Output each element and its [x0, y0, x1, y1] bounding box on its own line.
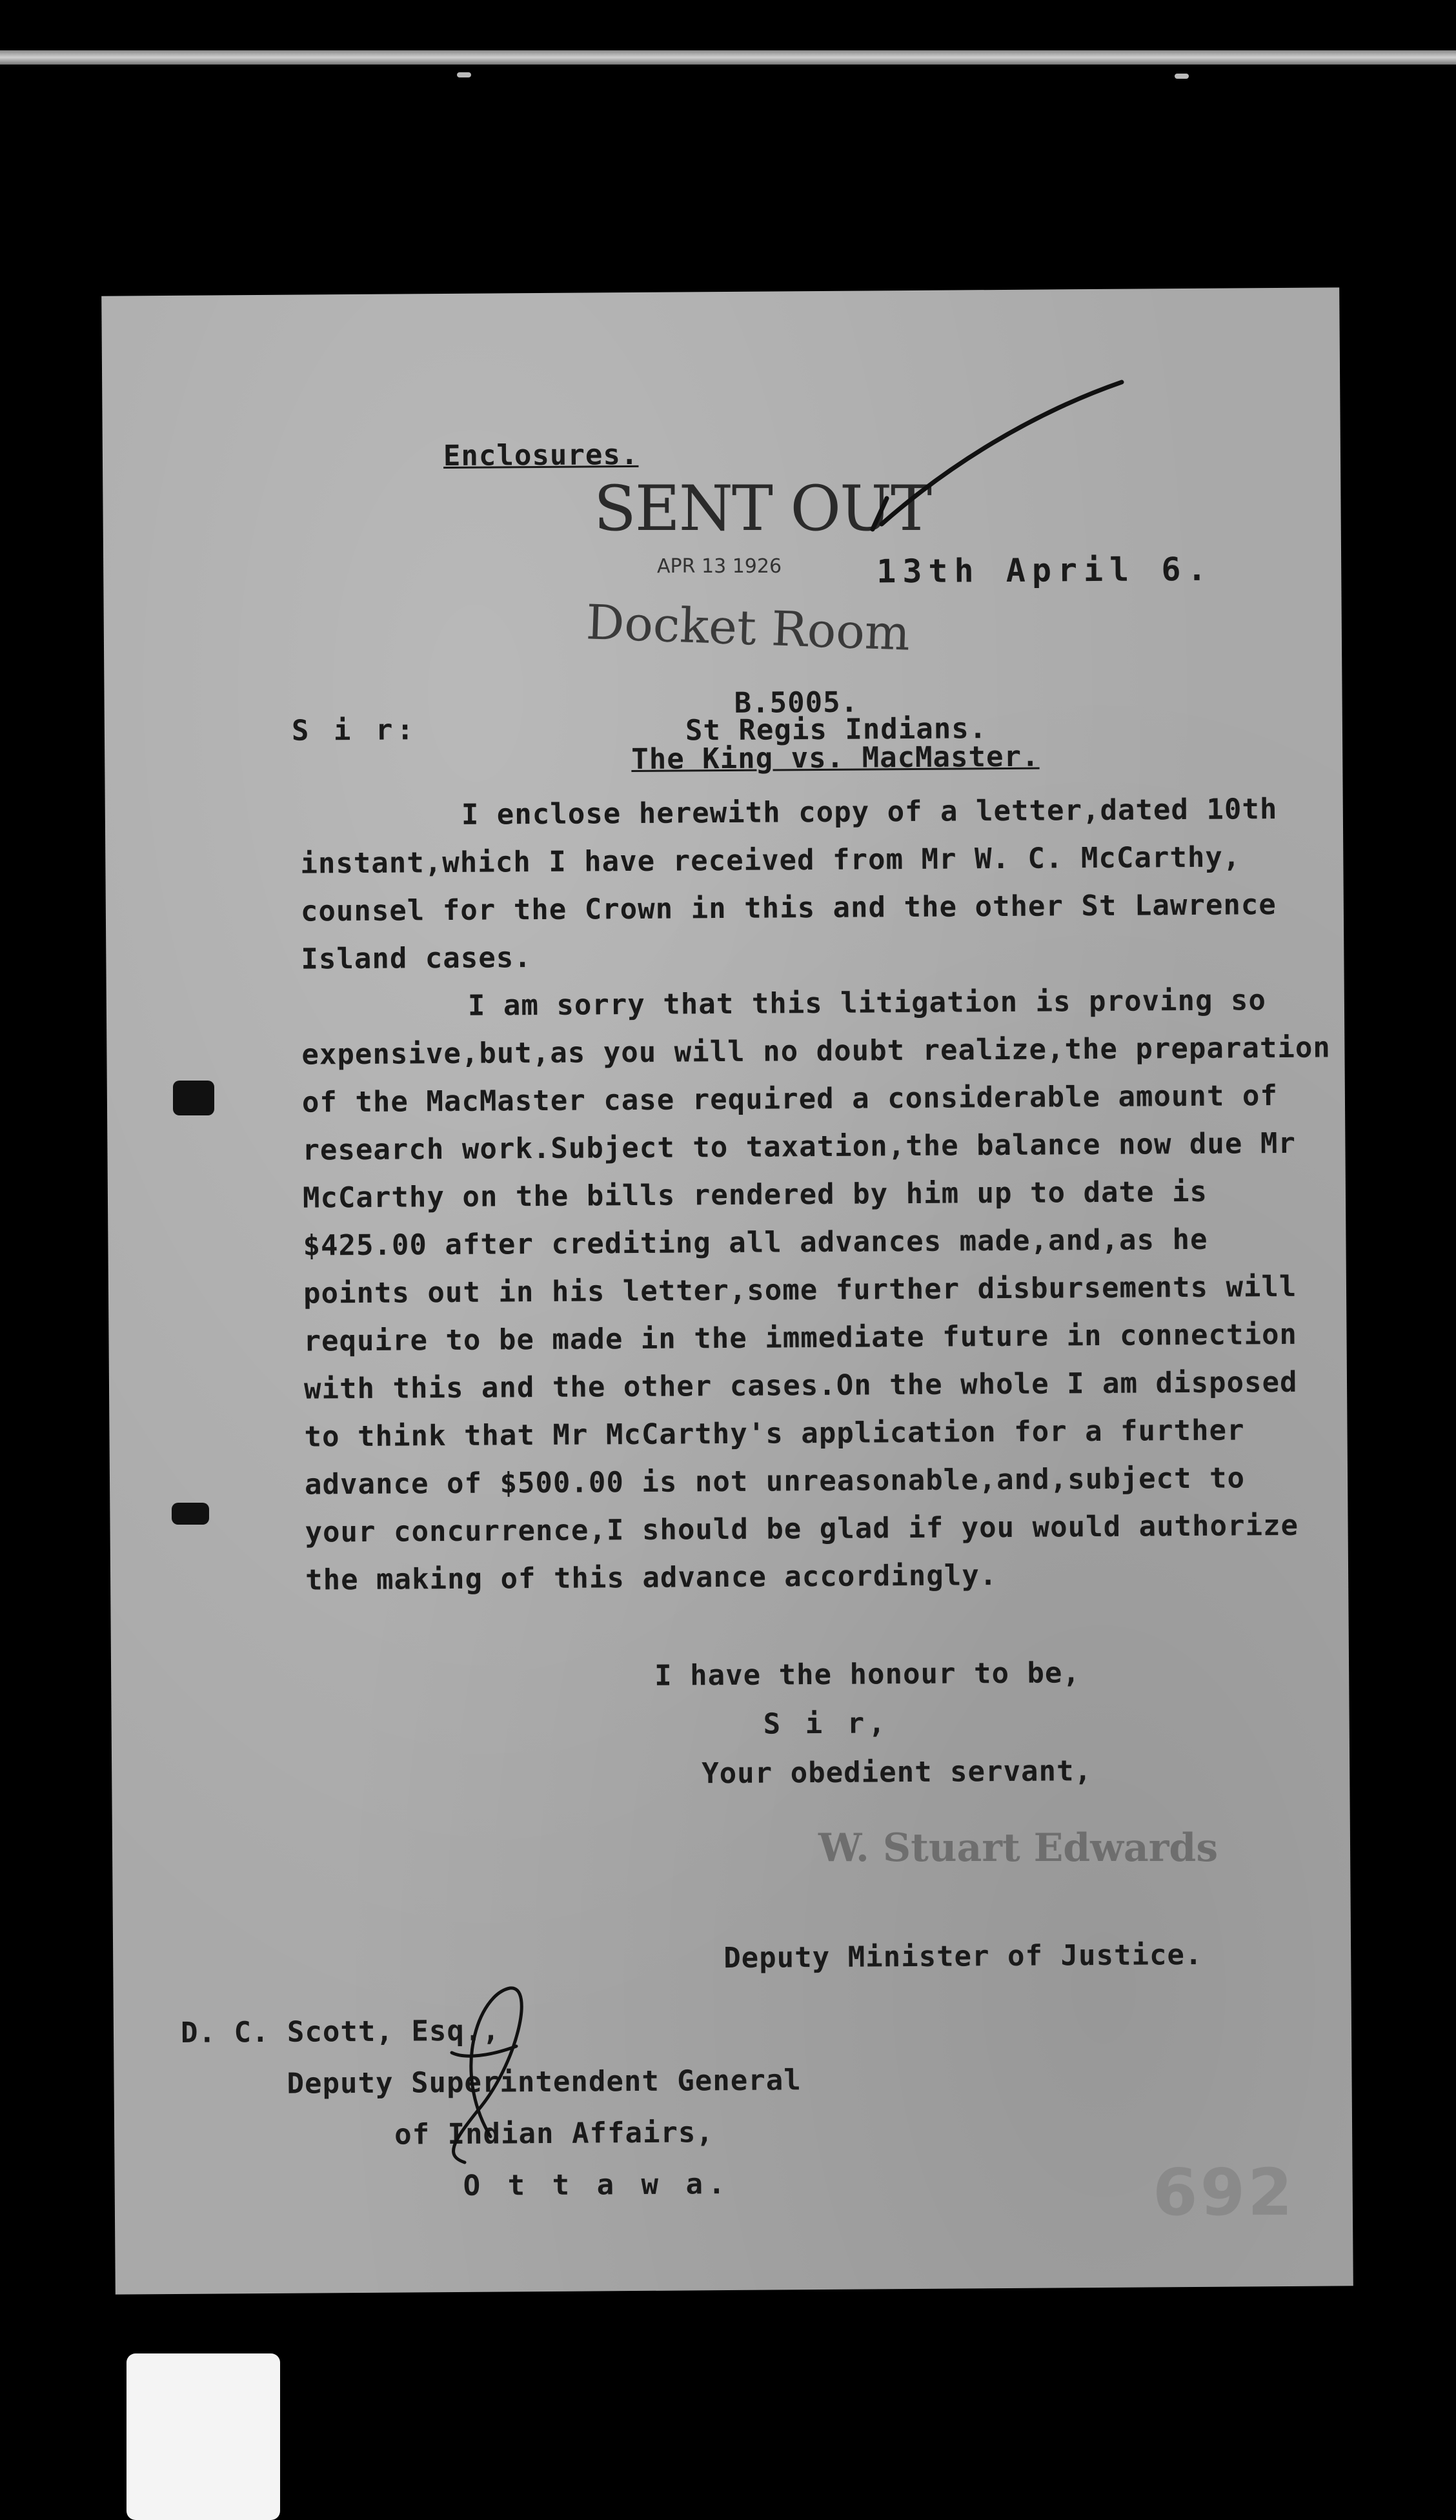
check-mark-icon: [873, 382, 1122, 529]
body-line: with this and the other cases.On the whole I am disposed: [303, 1365, 1298, 1406]
received-date-stamp: APR 13 1926: [657, 555, 782, 578]
letter-date: 13th April 6.: [876, 550, 1213, 591]
body-line: to think that Mr McCarthy's application for a further: [304, 1414, 1245, 1454]
body-line: your concurrence,I should be glad if you would authorize: [305, 1509, 1299, 1549]
file-number: B.5005.: [734, 686, 859, 720]
closing-line: I have the honour to be,: [654, 1656, 1081, 1692]
body-line: of the MacMaster case required a considerable amount of: [301, 1079, 1279, 1119]
body-line: counsel for the Crown in this and the other St Lawrence: [300, 888, 1277, 928]
closing-line: S i r,: [763, 1707, 889, 1741]
body-line: Island cases.: [301, 941, 532, 976]
body-line: expensive,but,as you will no doubt realize,the preparation: [301, 1031, 1331, 1072]
salutation: S i r:: [291, 713, 418, 747]
subject-line-2: The King vs. MacMaster.: [631, 740, 1040, 777]
signature-stamp: W. Stuart Edwards: [818, 1825, 1218, 1871]
docket-room-stamp: Docket Room: [585, 594, 911, 662]
body-line: instant,which I have received from Mr W. C. McCarthy,: [300, 840, 1241, 880]
body-line: I enclose herewith copy of a letter,dated 10th: [461, 793, 1278, 831]
recipient-name: D. C. Scott, Esq.,: [180, 2014, 500, 2049]
enclosures-label: Enclosures.: [443, 438, 639, 473]
body-line: advance of $500.00 is not unreasonable,and,subject to: [304, 1461, 1246, 1501]
film-label: [126, 2353, 280, 2520]
recipient-department: of Indian Affairs,: [394, 2116, 714, 2151]
body-line: the making of this advance accordingly.: [305, 1559, 998, 1597]
subject-line-1: St Regis Indians.: [685, 712, 987, 747]
body-line: points out in his letter,some further disbursements will: [303, 1270, 1297, 1310]
recipient-city: O t t a w a.: [463, 2168, 731, 2202]
page-number: 692: [1153, 2155, 1295, 2230]
binding-hole: [173, 1081, 214, 1115]
binding-hole: [172, 1503, 209, 1525]
body-line: I am sorry that this litigation is proving so: [467, 984, 1267, 1022]
body-line: $425.00 after crediting all advances made,and,as he: [303, 1223, 1208, 1263]
body-line: require to be made in the immediate future in connection: [303, 1317, 1298, 1358]
closing-line: Your obedient servant,: [702, 1754, 1093, 1791]
signatory-title: Deputy Minister of Justice.: [723, 1938, 1203, 1975]
sent-out-stamp: SENT OUT: [594, 472, 931, 545]
recipient-title: Deputy Superintendent General: [287, 2064, 802, 2100]
body-line: McCarthy on the bills rendered by him up to date is: [302, 1175, 1208, 1215]
handwritten-initials: [452, 1988, 521, 2162]
body-line: research work.Subject to taxation,the balance now due Mr: [302, 1126, 1297, 1167]
